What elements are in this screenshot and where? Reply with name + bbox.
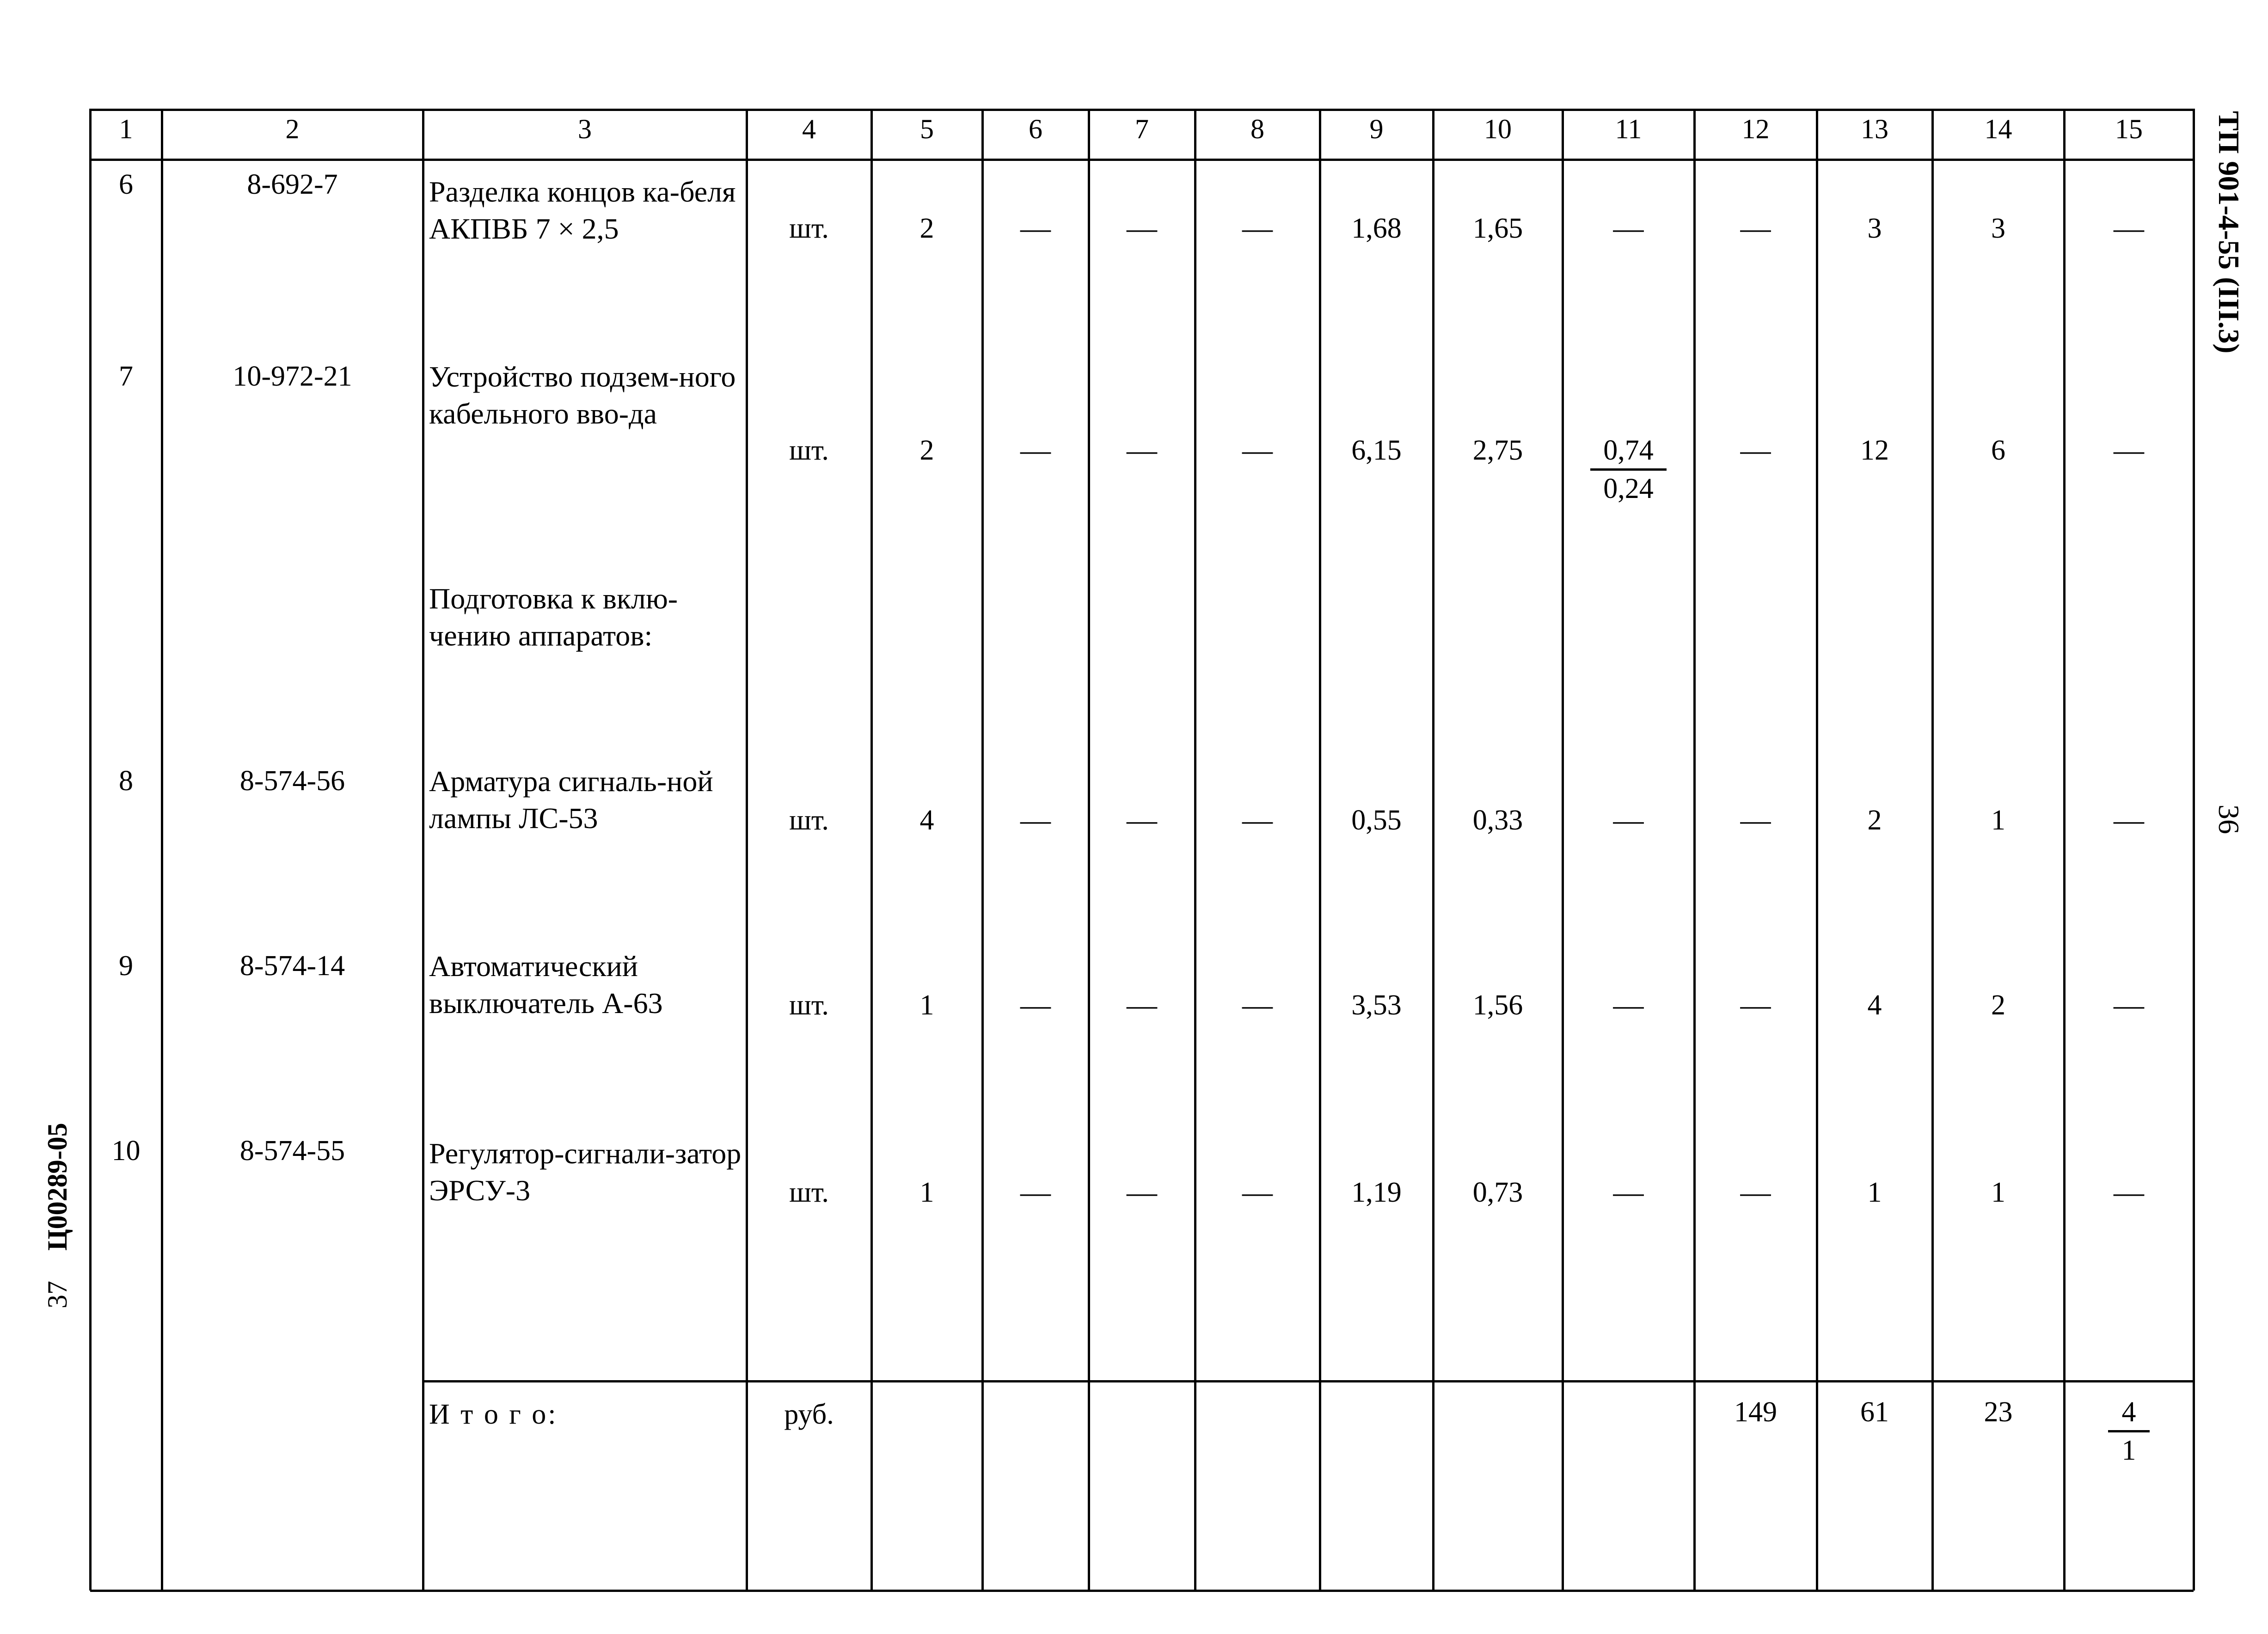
- row-9-c4: шт.: [789, 989, 829, 1021]
- row-8-c8: —: [1242, 803, 1273, 837]
- row-9-c9: 3,53: [1351, 989, 1402, 1021]
- grid-vline: [1088, 109, 1090, 1591]
- row-7-c7: —: [1127, 433, 1157, 467]
- row-9-c11: —: [1613, 988, 1644, 1022]
- column-header-3: 3: [578, 114, 592, 144]
- row-10-c15: —: [2114, 1175, 2144, 1209]
- row-9-c15: —: [2114, 988, 2144, 1022]
- row-10-c10: 0,73: [1472, 1177, 1523, 1208]
- grid-vline: [89, 109, 92, 1591]
- row-6-c13: 3: [1867, 213, 1882, 244]
- section-heading: Подготовка к вклю-чению аппаратов:: [429, 582, 678, 652]
- row-10-c8: —: [1242, 1175, 1273, 1209]
- row-8-c10: 0,33: [1472, 805, 1523, 836]
- row-8-c1: 8: [119, 765, 133, 797]
- row-7-c11-denominator: 0,24: [1603, 473, 1654, 504]
- row-9-c14: 2: [1991, 989, 2005, 1021]
- total-label: И т о г о:: [429, 1399, 558, 1430]
- row-7-c11-numerator: 0,74: [1590, 432, 1667, 471]
- row-8-c14: 1: [1991, 805, 2005, 836]
- row-6-c11: —: [1613, 211, 1644, 245]
- total-unit: руб.: [784, 1399, 834, 1430]
- row-9-c6: —: [1020, 988, 1051, 1022]
- total-c15-fraction: [2108, 1394, 2150, 1468]
- row-10-c13: 1: [1867, 1177, 1882, 1208]
- row-10-c9: 1,19: [1351, 1177, 1402, 1208]
- column-header-6: 6: [1029, 114, 1042, 144]
- grid-vline: [2193, 109, 2195, 1591]
- row-6-c7: —: [1127, 211, 1157, 245]
- row-10-c4: шт.: [789, 1177, 829, 1208]
- row-10-c6: —: [1020, 1175, 1051, 1209]
- row-7-c14: 6: [1991, 435, 2005, 466]
- row-7-c9: 6,15: [1351, 435, 1402, 466]
- grid-vline: [1816, 109, 1818, 1591]
- column-header-7: 7: [1135, 114, 1149, 144]
- row-9-c3: Автоматический выключатель А-63: [429, 950, 663, 1020]
- row-9-c8: —: [1242, 988, 1273, 1022]
- row-10-c7: —: [1127, 1175, 1157, 1209]
- grid-vline: [1931, 109, 1934, 1591]
- column-header-14: 14: [1984, 114, 2012, 144]
- column-header-5: 5: [920, 114, 934, 144]
- row-7-c15: —: [2114, 433, 2144, 467]
- row-6-c6: —: [1020, 211, 1051, 245]
- row-7-c3: Устройство подзем-ного кабельного вво-да: [429, 360, 736, 430]
- column-header-11: 11: [1615, 114, 1642, 144]
- row-10-c3: Регулятор-сигнали-затор ЭРСУ-3: [429, 1137, 742, 1207]
- column-header-2: 2: [285, 114, 300, 144]
- row-7-c13: 12: [1860, 435, 1889, 466]
- code-page-vertical: 37: [42, 1281, 73, 1308]
- row-7-c12: —: [1740, 433, 1771, 467]
- grid-vline: [981, 109, 984, 1591]
- column-header-1: 1: [119, 114, 133, 144]
- row-6-c14: 3: [1991, 213, 2005, 244]
- row-9-c10: 1,56: [1472, 989, 1523, 1021]
- row-6-c4: шт.: [789, 213, 829, 244]
- row-7-c2: 10-972-21: [233, 361, 352, 392]
- total-c12: 149: [1734, 1396, 1777, 1428]
- grid-vline: [1693, 109, 1696, 1591]
- row-8-c7: —: [1127, 803, 1157, 837]
- row-6-c9: 1,68: [1351, 213, 1402, 244]
- row-7-c11-fraction: [1590, 432, 1667, 507]
- row-6-c5: 2: [919, 213, 934, 244]
- grid-vline: [1432, 109, 1434, 1591]
- page-number-vertical: 36: [2213, 805, 2245, 834]
- column-header-8: 8: [1250, 114, 1264, 144]
- row-7-c5: 2: [919, 435, 934, 466]
- row-6-c1: 6: [119, 169, 133, 200]
- column-header-12: 12: [1741, 114, 1770, 144]
- row-9-c1: 9: [119, 950, 133, 982]
- row-8-c9: 0,55: [1351, 805, 1402, 836]
- row-10-c1: 10: [111, 1135, 141, 1167]
- row-10-c12: —: [1740, 1175, 1771, 1209]
- document-title-vertical: ТП 901-4-55 (III.3): [2213, 111, 2245, 354]
- grid-vline: [746, 109, 748, 1591]
- row-9-c13: 4: [1867, 989, 1882, 1021]
- row-10-c2: 8-574-55: [239, 1135, 345, 1167]
- grid-vline: [1319, 109, 1321, 1591]
- row-9-c2: 8-574-14: [239, 950, 345, 982]
- total-c15-numerator: 4: [2108, 1394, 2150, 1432]
- row-10-c11: —: [1613, 1175, 1644, 1209]
- grid-vline: [161, 109, 163, 1591]
- grid-vline: [870, 109, 873, 1591]
- total-c13: 61: [1860, 1396, 1889, 1428]
- column-header-4: 4: [802, 114, 816, 144]
- row-7-c4: шт.: [789, 435, 829, 466]
- row-10-c14: 1: [1991, 1177, 2005, 1208]
- row-6-c12: —: [1740, 211, 1771, 245]
- row-7-c10: 2,75: [1472, 435, 1523, 466]
- row-7-c8: —: [1242, 433, 1273, 467]
- row-8-c11: —: [1613, 803, 1644, 837]
- grid-vline: [2063, 109, 2066, 1591]
- grid-hline-total: [423, 1380, 2194, 1382]
- total-c15-denominator: 1: [2121, 1435, 2136, 1466]
- row-6-c3: Разделка концов ка-беля АКПВБ 7 × 2,5: [429, 175, 736, 245]
- total-c14: 23: [1984, 1396, 2013, 1428]
- row-6-c8: —: [1242, 211, 1273, 245]
- row-7-c1: 7: [119, 361, 133, 392]
- grid-vline: [422, 109, 424, 1591]
- grid-hline-header: [90, 159, 2194, 161]
- row-8-c15: —: [2114, 803, 2144, 837]
- grid-hline-bottom: [90, 1590, 2194, 1592]
- row-6-c2: 8-692-7: [247, 169, 338, 200]
- row-8-c3: Арматура сигналь-ной лампы ЛС-53: [429, 765, 713, 835]
- grid-vline: [1562, 109, 1564, 1591]
- column-header-10: 10: [1484, 114, 1512, 144]
- code-vertical: Ц00289-05: [42, 1123, 73, 1251]
- row-8-c4: шт.: [789, 805, 829, 836]
- row-8-c12: —: [1740, 803, 1771, 837]
- row-7-c6: —: [1020, 433, 1051, 467]
- row-9-c5: 1: [919, 989, 934, 1021]
- row-8-c6: —: [1020, 803, 1051, 837]
- row-10-c5: 1: [919, 1177, 934, 1208]
- row-8-c2: 8-574-56: [239, 765, 345, 797]
- row-8-c13: 2: [1867, 805, 1882, 836]
- row-8-c5: 4: [919, 805, 934, 836]
- row-9-c12: —: [1740, 988, 1771, 1022]
- row-6-c15: —: [2114, 211, 2144, 245]
- column-header-13: 13: [1861, 114, 1888, 144]
- grid-vline: [1194, 109, 1196, 1591]
- column-header-15: 15: [2115, 114, 2143, 144]
- row-6-c10: 1,65: [1472, 213, 1523, 244]
- column-header-9: 9: [1369, 114, 1384, 144]
- row-9-c7: —: [1127, 988, 1157, 1022]
